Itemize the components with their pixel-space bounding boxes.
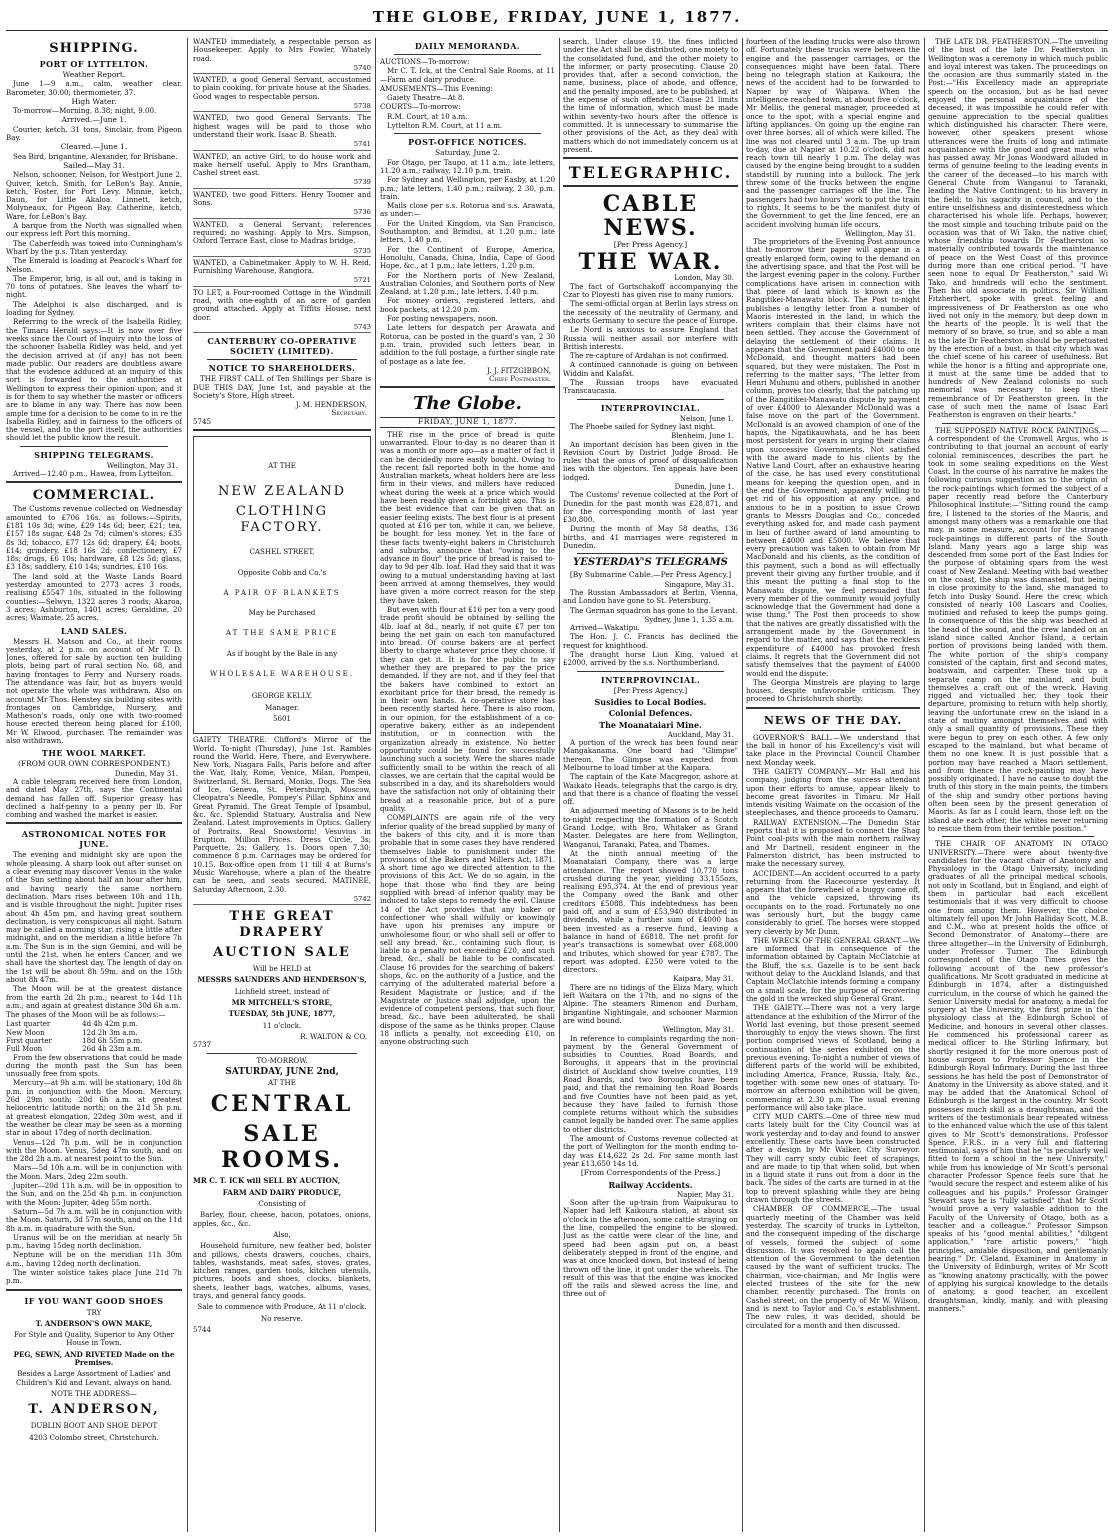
column-rule (375, 38, 376, 1532)
classified-ad (193, 289, 371, 333)
ad-text: WANTED, a good General Servant, accustomed to plain cooking, for private house at the Shades. Good wages to respectable person. (193, 75, 371, 101)
shoe-ad-heading: IF YOU WANT GOOD SHOES (24, 1295, 164, 1306)
moan-para: An adjourned meeting of Masons is to be held to-night respecting the formation of a Scotch Grand Lodge, with Bro. Whitaker as Grand Master. Delegates are here from Wellington, Wanganui, Taranaki, Patea, and Thames. (563, 806, 738, 849)
astro-para: Venus—12d 7h p.m. will be in conjunction with the Moon. Venus, 5deg 47m south, and on the 28d 2h a.m. at nearest point to the Sun. (6, 1137, 182, 1164)
shipping-heading: SHIPPING. (49, 41, 139, 56)
column-4 (563, 38, 738, 1532)
notice-text: THE FIRST CALL of Ten Shillings per Share is DUE THIS DAY, June 1st, and payable at the Society's Store, High street. (193, 374, 371, 400)
central-title: CENTRAL (210, 1091, 354, 1118)
arrived-heading: Arrived.—June 1. (61, 115, 127, 125)
divider (746, 707, 920, 711)
ad-number: 5743 (353, 322, 371, 331)
post-line: For the Continent of Europe, America, Honolulu, Canada, China, India, Cape of Good Hope, &c., at 1 p.m.; late letters, 1.20 p.m. (380, 244, 555, 271)
astro-para: Neptune will be on the meridian 11h 30m a.m., having 12deg north declination. (6, 1250, 182, 1268)
interprovincial-heading: INTERPROVINCIAL. (600, 674, 701, 685)
salerooms-title: SALE ROOMS. (221, 1121, 343, 1174)
dateline: Blenheim, June 1. (671, 432, 734, 441)
ad-number: 5742 (353, 894, 371, 903)
shipping-para: The Adelphoi is also discharged, and is loading for Sydney. (6, 299, 182, 318)
wellington-para: The amount of Customs revenue collected at the port of Wellington for the month ending to-day was £14,622 2s 2d. For same month last year £13,650 14s 1d. (563, 1134, 738, 1168)
ad-number: 5741 (353, 140, 371, 149)
shipping-para: A barque from the North was signalled when our express left Port this morning. (6, 221, 182, 239)
war-para: The re-capture of Ardahan is not confirmed. (570, 351, 729, 361)
divider (6, 822, 182, 826)
ad-line: CASHEL STREET, (249, 547, 315, 557)
divider (380, 386, 555, 390)
coop-heading: CANTERBURY CO-OPERATIVE SOCIETY (LIMITED). (207, 336, 357, 357)
ad-number: 5738 (353, 102, 371, 111)
post-signature: J. J. FITZGIBBON, (487, 365, 551, 375)
wool-subheading: (FROM OUR OWN CORRESPONDENT.) (17, 759, 171, 769)
war-para: The Russian troops have evacuated Transcaucasia. (563, 378, 738, 396)
memo-line: AUCTIONS—To-morrow: (380, 57, 470, 66)
news-item: RAILWAY EXTENSION.—The Dunedin Star reports that it is proposed to connect the Shag Point coal-pits with the main northern railway and Mr Dartnell, resident engineer in the Palmerston district, has been instructed to make the necessary survey. (746, 817, 920, 869)
astro-para: Mercury—at 9h a.m. will be stationary; 10d 8h p.m. in conjunction with the Moon. Mercury, 26d 29m south; 20d 6h a.m. at greatest heliocentric latitude north; on the 21d 5h p.m. at greatest elongation, 22deg 30m west, and if the weather be clear may be seen as a morning star in about 17deg of north declination. (6, 1078, 182, 1138)
ad-text: WANTED, two good General Servants. The highest wages will be paid to those who understand their work. Isaac B. Sheath. (193, 113, 371, 139)
ad-number: 5745 (193, 416, 212, 426)
divider (6, 1289, 182, 1293)
correspondents-subheading: [From Correspondents of the Press.] (580, 1168, 721, 1178)
defences-heading: Colonial Defences. (608, 708, 693, 719)
cleared-heading: Cleared.—June 1. (60, 142, 128, 152)
gaiety-ad (193, 736, 371, 905)
post-office-heading: POST-OFFICE NOTICES. (408, 137, 527, 148)
news-item: THE LATE DR. FEATHERSTON.—The unveiling of the bust of the late Dr. Featherston in Wellington was a ceremony in which much public and loyal interest was taken. The proceedings on the occasion are thus summarily stated in the Post:—"His Excellency made an appropriate speech on the occasion, but as he had never enjoyed the personal acquaintance of the deceased, it was impossible he could refer with genuine appreciation to the special qualities which distinguished his character. There were, however, other speakers present whose utterances were the fruits of long and intimate acquaintance with the good and great man who has passed away. Mr Jonas Woodward alluded in terms of genuine feeling to the leading events in the career of the deceased—to his march with General Chute from Wanganui to Taranaki, leading the Native Contingent; to his bravery in the field; to his sagacity in council, and to the entire unselfishness and disinterestedness which characterised his whole life. Perhaps, however, the most simple and touching tribute paid on the occasion was that of Wi Tako, the native chief, whose friendship towards Dr Featherston so materially contributed towards the maintenance of peace on the West Coast of this province during more than one critical period. "I have seen none to equal Dr Featherston," said Wi Tako, and hundreds will echo the sentiment. Then his old associate in politics, Sir William Fitzherbert, spoke with great feeling and impressiveness of Dr Featherston as one who lived not only in the memory, but deep down in the hearts of the people. It is well that the memory of so brave, so true, and so able a man as the late Dr Featherston should be perpetuated by the erection of a bust, in that city which was the chief scene of his career of usefulness. But while the honor is a fitting and appropriate one, it must at the same time be added that to hundreds of New Zealand colonists no such memorial was necessary to keep their remembrance of Dr Featherston green. In the case of such men the name of Isaac Earl Featherston is engraven on their hearts." (928, 38, 1108, 420)
news-of-day-heading: NEWS OF THE DAY. (763, 713, 903, 727)
classified-ad (193, 153, 371, 189)
ad-text: MR C. T. ICK will SELL BY AUCTION, (193, 1176, 341, 1186)
news-item: THE WRECK OF THE GENERAL GRANT.—We are informed that in consequence of the information obtained by Captain McClatchie at the Bluff, the s.s. Gazelle is to be sent back without delay to the Auckland Islands, and that Captain McClatchie intends forming a company on a small scale, for the purpose of recovering the gold in the wrecked ship General Grant. (746, 935, 920, 1003)
divider (577, 399, 724, 400)
astro-para: The evening and midnight sky are upon the whole pleasing. A sharp look out after sunset on a clear evening may discover Venus in the wake of the Sun setting about half an hour after him, and having nearly the same northern declination. Mars rises between 10h and 11h, and is visible throughout the night. Jupiter rises about 4h 45m pm, and having great southern declination, is very conspicuous all night. Saturn may be called a morning star, rising a little after midnight, and on the meridian a little before 7h a.m. The Sun is in the sign Gemini, and will be until the 21st, when he enters Cancer, and we shall have the shortest day. The length of day on the 1st will be about 8h 59m, and on the 15th about 8h 47m. (6, 850, 182, 984)
post-line: Mails close per s.s. Rotorua and s.s. Arawata, as under:— (380, 201, 555, 219)
ad-line: Opposite Cobb and Co.'s (237, 567, 327, 577)
ad-line: A PAIR OF BLANKETS (223, 587, 341, 597)
war-para: The semi-official organ at Berlin lays stress on the necessity of the neutrality of Germany, and exhorts Germany to secure the peace of Europe. (563, 299, 738, 325)
table-row (6, 1020, 182, 1028)
post-line: For Sydney and Wellington, per Easby, at 1.20 p.m.; late letters, 1.40 p.m.; railway, 2 30, p.m. train. (380, 175, 555, 201)
notice-heading: NOTICE TO SHAREHOLDERS. (208, 363, 356, 374)
ad-line: FARM AND DAIRY PRODUCE, (222, 1187, 342, 1197)
divider (563, 185, 738, 189)
astro-para: The Moon will be at the greatest distance from the earth 2d 2h p.m.; nearest to 14d 11h a.m.; and again at greatest distance 30d 6h a.m. (6, 984, 182, 1010)
ad-title: NEW ZEALAND (217, 484, 347, 500)
post-line: For the United Kingdom, via San Francisco, Southampton, and Brindisi, at 1.20 p.m.; late letters, 1.40 p.m. (380, 218, 555, 245)
shoe-ad-note: NOTE THE ADDRESS— (50, 1388, 138, 1398)
ad-line: AT THE SAME PRICE (225, 628, 339, 638)
divider (193, 429, 371, 433)
memo-line: Gaiety Theatre—At 8. (387, 93, 465, 103)
inter-para: The Customs' revenue collected at the Port of Dunedin for the past month was £28,871, and for the corresponding month of last year £30,800. (563, 490, 738, 525)
inter-para: An important decision has been given in the Revision Court by District Judge Broad. He rules that the onus of proof of disqualification lies with the objectors. Ten appeals have been lodged. (563, 439, 738, 482)
divider (942, 836, 1094, 837)
ad-number: 5737 (193, 1040, 212, 1050)
classified-ad (193, 221, 371, 257)
weather-text: June 1—9 a.m., calm, weather clear. Barometer, 30.00; thermometer, 37. (6, 79, 182, 97)
dateline: London, May 30. (674, 274, 734, 283)
ad-text: TO LET, a Four-roomed Cottage in the Windmill road, with one-eighth of an acre of garden ground attached. Apply at Tiffits House, next door. (193, 287, 371, 322)
war-heading: THE WAR. (578, 249, 723, 276)
classified-ad (193, 38, 371, 74)
yesterday-heading: YESTERDAY'S TELEGRAMS (573, 557, 728, 569)
moan-para: The captain of the Kate Macgregor, ashore at Waikato Heads, telegraphs that the cargo is dry, and that there is a chance of floating the vessel off. (563, 772, 738, 807)
post-line: For money orders, registered letters, and book packets, at 12.20 p.m. (380, 296, 555, 314)
phase-time: 12d 2h 3m a.m. (82, 1028, 138, 1037)
port-heading: PORT OF LYTTELTON. (39, 59, 149, 69)
ad-text: WANTED, an active Girl, to do house work and make herself useful. Apply to Mrs Grantham, Cashel street east. (193, 151, 371, 178)
shoe-ad-name: T. ANDERSON'S OWN MAKE, (35, 1318, 153, 1328)
memo-line: Mr C. T. Ick, at the Central Sale Rooms, at 11—Farm and dairy produce. (380, 66, 555, 84)
astro-para: From the few observations that could be made during the month past the Sun has been unusually free from spots. (6, 1052, 182, 1079)
divider (394, 133, 541, 134)
phase-name: Full Moon (6, 1045, 43, 1054)
inter-para: The Phoebe sailed for Sydney last night. (570, 421, 716, 431)
ad-line: MR MITCHELL'S STORE, (231, 998, 333, 1008)
ad-line: May be Purchased (248, 608, 316, 618)
astro-para: Mars—5d 10h a.m. will be in conjunction with the Moon. Mars, 2deg 22m south. (6, 1163, 182, 1181)
yesterday-para: The Hon. J. C. Francis has declined the request for knighthood. (563, 632, 738, 650)
shoe-ad-line: PEG, SEWN, AND RIVETED Made on the Premises. (13, 1349, 175, 1368)
war-para: The fact of Gortschakoff accompanying the Czar to Ployesti has given rise to many rumors. (563, 281, 738, 300)
divider (760, 730, 906, 731)
interprovincial-subheading: [Per Press Agency.] (613, 685, 688, 695)
kaipara-para: There are no tidings of the Eliza Mary, which left Waitara on the 17th, and no signs of the Alpine. The steamers Rimenon and Durham, brigantine Nightingale, and schooner Marmion are wind bound. (563, 982, 738, 1025)
ad-line: Lichfield street, instead of (234, 986, 330, 996)
divider (577, 671, 724, 672)
column-rule (559, 38, 560, 1532)
column-1 (6, 38, 182, 1532)
column-rule (187, 38, 188, 1532)
astro-heading: ASTRONOMICAL NOTES FOR JUNE. (21, 829, 167, 850)
shoe-ad-big: T. ANDERSON, (28, 1402, 160, 1418)
shipping-para: The Caberfeidh was towed into Cunningham's Wharf by the p.s. Titan yesterday. (6, 238, 182, 256)
dateline: Dunedin, May 31. (114, 769, 178, 778)
post-line: For posting newspapers, noon. (387, 314, 498, 324)
railway-heading: Railway Accidents. (608, 1179, 693, 1190)
phase-name: First quarter (6, 1036, 52, 1045)
news-item: THE SUPPOSED NATIVE ROCK PAINTINGS.—A correspondent of the Cromwell Argus, who is contributing to that journal an account of early colonial reminiscences, describes the part he took in some sealing expeditions on the West Coast. In the course of his narrative he makes the following curious suggestion as to the origin of the rock-paintings which formed the subject of a paper recently read before the Canterbury Philosophical Institute:—"Sitting round the camp fire, I listened to the stories of the Maoris, and amongst many others was a remarkable one that may, in some measure, account for the strange rock-paintings in different parts of the South Island. Many years ago a large ship was descended from some port of the East Indies for the purpose of obtaining spars from the west coast of New Zealand. Meeting with bad weather on the coast, the ship was dismasted, but being in close proximity to the land, she managed to fetch into Dusky Sound. Here the crew, which consisted of nearly 100 Lascars and Coolies, mutinied and refused to keep the pumps going. In consequence of this the ship was beached at the head of the sound, and the crew landed on an island since called Anchor Island, a certain portion of provisions being landed with them. The white portion of the ship's company consisted of the captain, first and second mates, boatswain, and carpenter. These took up a separate camp on the mainland, and built themselves a craft out of the wreck. Having rigged and victualled her, they took their departure, promising to return with help shortly, leaving the unfortunate crew on the island in a state of mutiny amongst themselves and with only a small quantity of provisions. These they were begun to prey on each other. A few only escaped to the mainland, but what became of them no one knew. It is just possible that a portion may have reached a Maori settlement, and from thence the rock-painting may have possibly originated. I have no cause to doubt the truth of this story in the main points, the timbers of the ship and sundry other portions having often been seen by the present generation of Maoris. As far as I could learn, those left on the island ate each other, the whites never returning to rescue them from their terrible position." (928, 425, 1108, 833)
ad-line: Consisting of (258, 1199, 306, 1209)
phase-time: 26d 4h 23m a.m. (82, 1045, 143, 1054)
classified-ad (193, 191, 371, 219)
ad-line: Sale to commence with Produce, At 11 o'clock. (197, 1302, 367, 1312)
shoe-ad-address: DUBLIN BOOT AND SHOE DEPOT (30, 1421, 158, 1431)
shoe-ad-line: Besides a Large Assortment of Ladies' and Children's Kid and Levant, always on hand. (15, 1369, 173, 1387)
leader-para: THE rise in the price of bread is quite unwarranted. Flour to-day is no dearer than it was a month or more ago—as a matter of fact it can be decidedly more easily bought. Owing to the recent fall reported both in the home and Australian markets, wheat holders here are less firm in their views, and millers have reduced wheat during the week at a price which would have been readily given a fortnight ago. This is the best evidence that can be given that an easier feeling exists. The best flour is at present quoted at £16 per ton, while it can, we believe, be bought for less money. Yet in the face of these facts twenty-eight bakers in Christchurch and suburbs, announce that "owing to the advance in flour" the price of bread is raised to-day to 9d per 4lb. loaf. Had they said that it was owing to a mutual understanding having at last been arrived at among themselves, they would have given a more correct reason for the step they have taken. (380, 429, 555, 605)
memo-line: Lyttelton R.M. Court, at 11 a.m. (387, 121, 503, 131)
phases-heading: The phases of the Moon will be as follows:— (6, 1010, 166, 1020)
table-row (6, 1037, 182, 1045)
classified-ad (193, 114, 371, 150)
high-water-heading: High Water. (71, 96, 117, 106)
divider (942, 423, 1094, 424)
astro-para: The winter solstice takes place June 21d 7h p.m. (6, 1268, 182, 1286)
news-item: THE GAIETY.—There was not a very large attendance at the exhibition of the Mirror of the World last evening, but those present seemed thoroughly to enjoy the views shown. The first portion comprised views of Scotland, being a continuation of the series exhibited on the previous evening. To-night a number of views of different parts of the world will be exhibited, including America, France, Russia, Italy, &c., together with some new ones of statuary. To-morrow an afternoon exhibition will be given, commencing at 2.30 p.m. The usual evening performance will also take place. (746, 1003, 920, 1112)
minstrels-para: The Georgia Minstrels are playing to large houses, despite unfavorable criticism. They proceed to Christchurch shortly. (746, 677, 920, 704)
ad-text: WANTED, a General Servant; references required; no washing. Apply to Mrs. Simpson, Oxford Terrace East, close to Madras bridge. (193, 219, 371, 246)
ad-line: MESSRS SAUNDERS AND HENDERSON'S, (197, 975, 367, 985)
globe-title: The Globe. (413, 393, 522, 415)
yesterday-para: The German squadron has gone to the Levant. (570, 605, 738, 615)
globe-date: FRIDAY, JUNE 1, 1877. (380, 417, 555, 427)
moon-phases-table (6, 1020, 182, 1053)
news-item: THE CHAIR OF ANATOMY IN OTAGO UNIVERSITY.—There were about twenty-five candidates for the vacant chair of Anatomy and Physiology in the Otago University, including graduates of all the principal medical schools, not only in Scotland, but in England, and eight of them in particular had each excellent testimonials that it was very difficult to choose one from among them. However, the choice ultimately fell upon Mr John Halliday Scott, M.B. and C.M., who at present holds the office of Second Demonstrator of Anatomy—there are three altogether—in the University of Edinburgh, under Professor Turner. The Edinburgh correspondent of the Otago Times gives the following account of the new professor's qualifications. Mr Scott graduated in medicine at Edinburgh in 1874, after a distinguished curriculum, in the course of which he gained the Senior University medal for anatomy, a medal for surgery at the University, the first prize in the physiology class at the Edinburgh School of Medicine, and honours in several other classes. He commenced his professional career as medical officer to the Stirling Infirmary, but shortly resigned it for the more onerous post of house surgeon to Professor Spence in the Edinburgh Royal Infirmary. During the last three sessions he has held the post of Demonstrator of Anatomy in the University as above stated, and it may be added that the Anatomical School of Edinburgh is the largest in the country. Mr Scott possesses much skill as a draughtsman, and the writers of the testimonials bear repeated witness to the enhanced value which the use of this talent gives to Mr Scott's demonstrations. Professor Spence, F.R.S., in a very full and flattering testimonial, says of him that he "is peculiarly well fitted to form a school in the new University," while from his knowledge of Mr Scott's personal character Professor Spence feels sure that he "would secure the respect and esteem alike of his colleagues and his pupils." Professor Grainger Stewart says he is "fully satisfied" that Mr Scott "would prove a very valuable addition to the Faculty of the University of Otago, both as a teacher and a colleague." Professor Simpson speaks of his "good mental abilities," "diligent application," "rare artistic powers," "high principles, amiable disposition, and gentlemanly bearing." Dr. Cleland, Examiner in Anatomy in the University of Edinburgh, writes of Mr Scott as "knowing anatomy practically, with the power of applying his surgical knowledge to the details of anatomy, a good teacher, an excellent draughtsman, kindly, manly, and with pleasing manners." (928, 839, 1108, 1313)
moan-para: At the ninth annual meeting of the Moanataiari Company, there was a large attendance. The report showed 10,770 tons crushed during the year, yielding 33,155ozs, realising £95,374. At the end of previous year the Company owed the Bank and other creditors £5088. This indebtedness has been paid off, and a sum of £53,940 distributed in dividends, while a further sum of £4000 has been invested as a reserve fund, leaving a balance in hand of £6818. The net profit for year's transactions is somewhat over £68,000 and tributes, which showed for year £787. The report was adopted. £250 were voted to the directors. (563, 848, 738, 975)
memoranda-heading: DAILY MEMORANDA. (414, 41, 521, 51)
leader-continued: search. Under clause 19, the fines inflicted under the Act shall be distributed, one moiety to the consolidated fund, and the other moiety to the informer, or party prosecuting. Clause 20 provides that, after a second conviction, the name, business, place of abode, and offence, and the penalty imposed, are to be published, at the expense of such offender. Clause 21 limits the time of information, which must be made within seventy-two hours after the offence is committed. It is unnecessary to summarise the other provisions of the Act, as they deal with matters which do not immediately concern us at present. (563, 38, 738, 154)
war-para: A continued cannonade is going on between Widdin and Kalafat. (563, 360, 738, 378)
telegrams-heading: SHIPPING TELEGRAMS. (34, 449, 154, 460)
moan-para: A portion of the wreck has been found near Mangakanama. One board had "Glimpse" thereon. The Glimpse was expected from Melbourne to load timber at the Kaipara. (563, 738, 738, 772)
divider (6, 481, 182, 485)
phase-name: New Moon (6, 1028, 45, 1037)
ad-line: Manager. (265, 702, 299, 712)
high-water-text: To-morrow—Morning, 8.38; night, 9.00. (13, 106, 157, 116)
land-sales-heading: LAND SALES. (60, 625, 128, 636)
wellington-para: The proprietors of the Evening Post announce that to-morrow their paper will appear in a greatly enlarged form, owing to the demand on the advertising space, and that the Post will be the largest evening paper in the colony. Further complications have arisen in connection with that piece of land which is known as the Rangitikei-Manawatu block. The Post to-night publishes a lengthy letter from a number of Maoris interested in the land, in which the writers complain that their claims have not been settled. They accuse the Government of delaying the settlement of their claims. It appears that the Government paid £4000 to one McDonald, and thought matters had been squared, but they were mistaken. The Post in referring to the matter says, "The letter from Henri Muhunu and others, published in another column, proves too clearly, that the patching up of the Rangitikei-Manawatu dispute by payment of over £4000 to Alexander McDonald was a false move on the part of the Government. McDonald is an avowed champion of one of the hapus, the Ngatikauwhata, and he has been most persistent for years in urging their claims upon successive Governments. Not satisfied with the award made to his clients by the Native Land Court, after an exhaustive hearing of the case, he has used every constitutional means for keeping the question open, and in the end the Government, apparently willing to get rid of his opposition at any price, and anxious to be in a position to issue Crown grants to Messrs Douglas and Co., conceded everything asked for, and made cash payment in lieu of further award of land amounting to between £4000 and £5000. We believe that every precaution was taken to obtain from Mr MacDonald and his clients, as the condition of this payment, such a bond as will effectually prevent their giving any further trouble, and if this meant the putting a final stop to the Manawatu dispute, we feel persuaded that every member of the community would joyfully acknowledge that the Government had done a wise thing." The Post then proceeds to show that the natives are greatly dissatisfied with the arrangement made by the Government in regard to the matter, and says that the reckless expenditure of £4000 has provoked fresh claims. It regrets that the Government did not satisfy themselves that the payment of £4000 would end the dispute. (746, 237, 920, 678)
ad-line: WHOLESALE WAREHOUSE. (209, 669, 355, 679)
column-3 (380, 38, 555, 1532)
table-row (6, 1029, 182, 1037)
dateline: Nelson, June 1. (679, 414, 734, 423)
wellington-para: In reference to complaints regarding the non-payment by the General Government of subsidies to Counties, Road Boards, and Boroughs, it appears that in the provincial district of Auckland show twelve counties, 119 Road Boards, and two Boroughs have been paid, and that the remaining ten Road Boards and five Counties have not been paid as yet, because they have failed to furnish those complete returns without which the subsidies cannot legally be handed over. The same applies to other districts. (563, 1033, 738, 1134)
leader-para: COMPLAINTS are again rife of the very inferior quality of the bread supplied by many of the bakers of this city, and it is more than probable that in some cases they have rendered themselves liable to punishment under the provisions of the Bakers and Millers Act, 1871. A short time ago we directed attention to the provisions of this Act. We do so again, in the hope that those who find they are being supplied with bread of inferior quality may be induced to take steps to remedy the evil. Clause 14 of the Act provides that any baker or confectioner who shall wilfully or knowingly have upon his premises any impure or unwholesome flour, or who shall sell or offer to sell any bread, &c., containing such flour, is liable to a penalty not exceeding £20, and such bread, &c., shall be liable to be confiscated. Clause 16 provides for the searching of bakers' shops, &c. on the authority of a Justice, and the carrying of the adulterated material before a Resident Magistrate or Justice; and if the Magistrate or Justice shall adjudge, upon the evidence of competent persons, that such flour, bread, &c., have been adulterated, he shall dispose of the same as he thinks proper. Clause 18 inflicts a penalty, not exceeding £10, on anyone obstructing such (380, 813, 555, 1047)
inter-para: During the month of May 58 deaths, 136 births, and 41 marriages were registered in Dunedin. (563, 524, 738, 551)
dateline: Napier, May 31. (677, 1190, 734, 1199)
ad-number: 5721 (353, 276, 371, 285)
dateline: Wellington, May 31. (662, 1026, 734, 1035)
yesterday-subheading: [By Submarine Cable.—Per Press Agency.] (569, 570, 732, 580)
ad-text: WANTED, two good Fitters. Henry Toomer and Sons. (193, 189, 371, 208)
yesterday-para: The draught horse Lion King, valued at £2000, arrived by the s.s. Northumberland. (563, 650, 738, 668)
railway-continued: fourteen of the leading trucks were also thrown off. Fortunately these trucks were between the engine and the passenger carriages, or the consequences might have been fatal. There being no telegraph station at Kaikoura, the news of the accident had to be forwarded to Napier by way of Waipawa. When the intelligence reached town, at about five o'clock, Mr Mellis, the general manager, proceeded at once to the spot, with a special engine and lifting appliances. On going up the engine ran over three horses, all of which were killed. The line was not cleared until 3 a.m. The up train to-day, due at Napier at 10.22 o'clock, did not reach town till nearly 1 p.m. The delay was caused by the engine being brought to a sudden standstill by running into a bullock. The jerk threw some of the trucks between the engine and the passenger carriages off the line. The passengers had two hours' work to put the train to rights. It seems to be the manifest duty of the Government to get the line fenced, ere an accident involving human life occurs. (746, 38, 920, 229)
notice-signature-title: Secretary. (331, 408, 367, 418)
ad-title: CLOTHING FACTORY. (235, 504, 329, 536)
masthead: THE GLOBE, FRIDAY, JUNE 1, 1877. (372, 8, 742, 26)
dateline: Singapore, May 31. (664, 580, 734, 589)
ad-number: 5736 (353, 208, 371, 217)
ad-text: WANTED, a Cabinetmaker. Apply to W. H. Reid, Furnishing Warehouse, Rangiora. (193, 257, 371, 276)
news-item: CITY MUD CARTS.—One of three new mud carts lately built for the City Council was at work yesterday and to-day and found to answer excellently. These carts have been constructed after a design by Mr Walker, City Surveyor. They will carry sixty cubic feet of scrapings, and are made to tip that when solid, but when in a liquid state it runs out from a door in the back. The sides of the carts are turned in at the top to prevent splashing while they are being drawn through the streets. (746, 1112, 920, 1205)
news-item: GOVERNOR'S BALL.—We understand that the ball in honor of his Excellency's visit will take place in the Provincial Council Chamber next Monday week. (746, 732, 920, 767)
dateline: Wellington, May 31. (106, 461, 178, 470)
shoe-ad-try: TRY (86, 1307, 102, 1317)
masthead-rule (6, 30, 1108, 31)
leader-para: But even with flour at £16 per ton a very good trade profit should be obtained by selling the 4lb. loaf at 8d., nearly, if not quite £7 per ton being the net gain on each ton manufactured into bread. Of course bakers are at perfect liberty to charge whatever price they choose, if they can get it. It is for the public to say whether they are prepared to pay the price demanded. If they are not, and if they feel that the bakers have combined to extort an exorbitant price for their bread, the remedy is in their own hands. A co-operative store has been recently started here. There is also room, in our opinion, for the establishment of a co-operative bakery, either as an independent institution, or in connection with the organization already in existence. No better opportunity could be found for successfully launching such a society. Were the shares made sufficiently small to be within the reach of all classes, we are certain that the capital would be subscribed in a day, and its shareholders would have the satisfaction not only of obtaining their bread at a reasonable price, but of a pure quality. (380, 604, 555, 814)
phase-name: Last quarter (6, 1020, 51, 1029)
commercial-heading: COMMERCIAL. (32, 488, 156, 504)
classified-ad (193, 76, 371, 112)
wool-text: A cable telegram received here from London, and dated May 27th, says the Continental demand has fallen off. Superior greasy has declined a half-penny to a penny per lb. For combing and washed the market is easier. (6, 776, 182, 820)
commercial-para: The Customs revenue collected on Wednesday amounted to £706 16s. as follows:—Spirits, £181 10s 3d; wine, £29 14s 6d; beer, £21; tea, £157 18s sugar, £48 2s 7d; cilmen's stores; £35 8s 3d; tobacco, £77 12s 6d; drapery, £4; boots, £14; grindery, £18 16s 2d; confectionery, £7 18s; drugs, £6 10s; hardware, £8 12s 5d; glass, £3 18s; saddlery, £10 14s; sundries, £10 16s. (6, 504, 182, 572)
news-item: CHAMBER OF COMMERCE.—The usual quarterly meeting of the Chamber was held yesterday. The scarcity of trucks in Lyttelton, and the consequent impeding of the discharge of vessels, formed the subject of some discussion. It was resolved to again call the attention of the Government to the detention caused by the want of sufficient trucks. The chairman, vice-chairman, and Mr Inglis were elected trustees of the site for the new chamber, recently purchased. The fronts on Cashel street, on the property of Mr W. Wilson, and is next to Taylor and Co.'s establishment. The new rules, it was decided, should be circulated for a month and then discussed. (746, 1204, 920, 1330)
ad-text: Household furniture, new feather bed, bolster and pillows, chests drawers, couches, chairs, tables, washstands, meat safes, stoves, grates, kitchen ranges, garden tools, kitchen utensils, pictures, boots and shoes, clocks, blankets, sheets, leather bags, watches, albums, vases, trays, and general fancy goods. (193, 1241, 371, 1301)
drapery-title: AUCTION SALE (213, 945, 351, 961)
ad-number: 5740 (353, 63, 371, 72)
commercial-para: The land sold at the Waste Lands Board yesterday amounted to 2773 acres 3 roods, realising £5547 10s, situated in the following counties:—Selwyn, 1322 acres 3 roods; Akaroa, 3 acres; Ashburton, 1401 acres; Geraldine, 20 acres; Waimate, 25 acres. (6, 571, 182, 623)
cable-news-heading: CABLE NEWS. (602, 191, 699, 242)
ad-line: TO-MORROW. (256, 1055, 308, 1065)
classified-ad (193, 259, 371, 287)
ad-text: GAIETY THEATRE. Clifford's Mirror of the World. To-night (Thursday), June 1st. Rambles round the World. Here, There, and Everywhere. New York, Niagara Falls, Paris before and after the War, Italy, Rome, Venice, Milan, Pompeii, Switzerland, St. Bernard, Monks, Dogs. The Sea of Ice, Geneva, St. Petersburgh, Moscow, Cleopatra's Needle, Pompey's Pillar, Sphinx and Great Pyramid. The Great Temple of Ipsambul, &c. &c. Splendid Statuary, Australia and New Zealand. Latest improvements in Optics. Gallery of Portraits. Real Snowstorm! Vesuvius in Eruption. Million Prices. Dress Circle, 3s; Parquette, 2s; Gallery, 1s. Doors open 7.30; commence 8 p.m. Carriages may be ordered for 10.15. Box-office open from 11 till 4 at Burns's Music Warehouse, where a plan of the theatre can be seen, and seats secured. MATINEE, Saturday Afternoon, 2.30. (193, 735, 371, 894)
ad-number: 5744 (193, 1324, 212, 1334)
shipping-para: The Emperor, brig, is all out, and is taking in 70 tons of potatoes. She leaves the wharf to-night. (6, 273, 182, 300)
news-item: ACCIDENT.—An accident occurred to a party returning from the Racecourse yesterday. It appears that the forewheel of a buggy came off, and the vehicle capsized, throwing its occupants on to the road. Fortunately no one was seriously hurt, but the buggy came considerably to grief. The horses were stopped very cleverly by Mr Dunn. (746, 868, 920, 936)
news-item: THE GAIETY COMPANY.—Mr Hall and his company, judging from the success attendant upon their efforts to amuse, appear likely to become great favorites in Timaru. Mr Hall intends visiting Waimate on the occasion of the steeplechases, and thence proceeds to Oamaru. (746, 766, 920, 818)
divider (563, 157, 738, 161)
ad-line: Will be HELD at (252, 964, 312, 974)
war-para: Le Nord is anxious to assure England that Russia will neither assail nor interfere with British interests. (563, 325, 738, 351)
post-line: For the Northern ports of New Zealand, Australian Colonies, and Southern ports of New Zealand, at 1.20 p.m.; late letters, 1.40 p.m. (380, 270, 555, 297)
yesterday-para: The Russian Ambassadors at Berlin, Vienna, and London have gone to St. Petersburg. (563, 587, 738, 606)
subsidies-heading: Susidies to Local Bodies. (594, 696, 707, 707)
memo-line: AMUSEMENTS—This Evening: (380, 83, 493, 93)
memo-line: R.M. Court, at 10 a.m. (387, 111, 468, 121)
clothing-factory-ad (193, 436, 371, 734)
column-6 (928, 38, 1108, 1532)
wool-heading: THE WOOL MARKET. (41, 748, 147, 759)
ad-line: AT THE (268, 460, 296, 470)
ad-line: As if bought by the Bale in any (226, 648, 338, 658)
sailed-text: Nelson, schooner, Nelson, for Westport June 2. Quiver, ketch, Smith, for LeBon's Bay. Annie, ketch, Foster, for Port Levy. Minnie, ketch, Daun, for Little Akaloa. Linnett, ketch, Molyneaux, for Pigeon Bay. Catherine, ketch, Ware, for LeBon's Bay. (6, 170, 182, 221)
post-date: Saturday, June 2. (435, 148, 500, 158)
interprovincial-heading: INTERPROVINCIAL. (600, 402, 701, 413)
post-signature-title: Chief Postmaster. (489, 374, 551, 384)
land-sales-text: Messrs H. Matson and Co., at their rooms yesterday, at 2 p.m. on account of Mr T. D. Jones, offered for sale by auction ten building plots, being part of rural section No. 68, and having frontages to Ferry and Nursery roads. The attendance was fair, but as buyers would not operate the whole was withdrawn. Also on account Mr Thos. Henstey six building sites with frontages on Cambridge, Nursery, and Matheson's roads, only one with two-roomed house erected thereon being placed for £100, Mr W. Elwood, purchaser. The remainder was also withdrawn. (6, 636, 182, 746)
ad-line: SATURDAY, JUNE 2nd, (225, 1066, 339, 1077)
ad-line: Also, (273, 1229, 291, 1239)
telegraphic-heading: TELEGRAPHIC. (568, 163, 733, 183)
ad-line: TUESDAY, 5th JUNE, 1877, (228, 1009, 336, 1019)
ad-number: 5601 (272, 713, 292, 723)
shoe-ad-line: For Style and Quality, Superior to Any Other House in Town. (14, 1330, 174, 1348)
post-line: For Otago, per Taupo, at 11 a.m.; late letters, 11.20 a.m.; railway, 12.10 p.m. train. (380, 157, 555, 175)
ad-number: 5735 (353, 246, 371, 255)
dateline: Kaipara, May 31. (673, 975, 734, 984)
sailed-heading: Sailed—May 31. (63, 160, 125, 170)
shoe-ad-address: 4203 Colombo street, Christchurch. (29, 1432, 159, 1442)
arrived-text: Courier, ketch, 31 tons, Sinclair, from Pigeon Bay. (6, 124, 182, 143)
astro-para: Jupiter—20d 11h a.m. will be in opposition to the Sun, and on the 25d 4h p.m. in conjunction with the Moon: Jupiter, 4deg 55m north. (6, 1181, 182, 1207)
ad-signature: R. WALTON & CO. (300, 1031, 367, 1041)
weather-heading: Weather Report. (62, 70, 126, 79)
dateline: Wellington, May 31. (844, 229, 916, 238)
post-line: Late letters for despatch per Arawata and Rotorua, can be posted in the guard's van, 2 30 p.m. train, provided such letters bear, in addition to the full postage, a further single rate of postage as a late fee. (380, 323, 555, 366)
telegram-text: Arrived—12.40 p.m., Hawea, from Lyttelton. (13, 469, 174, 479)
dateline: Dunedin, June 1. (674, 482, 734, 491)
notice-signature: J. M. HENDERSON, (295, 400, 367, 410)
dateline: Auckland, May 31. (667, 730, 734, 739)
shipping-para: The Emerald is loading at Peacock's Wharf for Nelson. (6, 256, 182, 274)
cleared-text: Sea Bird, brigantine, Alexander, for Brisbane. (13, 151, 178, 161)
divider (394, 54, 541, 55)
cable-subheading: [Per Press Agency.] (613, 240, 688, 250)
column-2 (193, 38, 371, 1532)
railway-para: Soon after the up-train from Waipukurau to Napier had left Kaikoura station, at about six o'clock in the afternoon, some cattle straying on the line, compelled the engine to be slowed. Just as the cattle were clear of the line, and speed had been again put on, a beast deliberately stepped in front of the engine, and was at once knocked down, but instead of being thrown off the line, it got under the wheels. The result of this was that the engine was knocked off the rails and slewed across the line, and three out of (563, 1198, 738, 1299)
ad-text: Barley, flour, cheese, bacon, potatoes, onions, apples, &c., &c. (193, 1210, 371, 1228)
column-rule (742, 38, 743, 1532)
ad-line: GEORGE KELLY, (251, 691, 313, 701)
yesterday-para: Arrived—Wakatipu. (570, 623, 640, 633)
astro-para: Uranus will be on the meridian at nearly 5h p.m., having 15deg north declination. (6, 1232, 182, 1251)
ad-text: WANTED immediately, a respectable person as Housekeeper. Apply to Mrs Fowler, Whately road. (193, 38, 371, 63)
memo-line: COURTS—To-morrow: (380, 102, 461, 112)
phase-time: 18d 6h 55m p.m. (82, 1036, 143, 1045)
column-5 (746, 38, 920, 1532)
divider (207, 1053, 357, 1054)
phase-time: 4d 4h 42m p.m. (82, 1020, 138, 1029)
ad-line: No reserve. (260, 1313, 303, 1323)
drapery-title: THE GREAT DRAPERY (229, 909, 335, 941)
dateline: Sydney, June 1, 1.35 a.m. (644, 615, 734, 624)
divider (20, 446, 168, 447)
divider (577, 553, 724, 554)
ad-number: 5739 (353, 178, 371, 187)
astro-para: Saturn—5d 7h a.m. will be in conjunction with the Moon. Saturn, 3d 57m south, and on the 11d 8h a.m. in quadrature with the Sun. (6, 1206, 182, 1233)
divider (207, 359, 357, 360)
ad-line: 11 o'clock. (262, 1020, 302, 1030)
shipping-para: Referring to the wreck of the Isabella Ridley, the Timaru Herald says:—It is now over five weeks since the Court of Inquiry into the loss of the schooner Isabella Ridley was held, and yet the decision arrived at (if any) has not been made public. Our readers are doubtless aware that the evidence adduced at an inquiry of this sort is forwarded to the authorities at Wellington to express their opinion upon; and it is for them to say whether the master or officers are to blame in any way. There has now been ample time for a decision to be come to in re the Isabella Ridley, and in fairness to the officers of the vessel, and to the port itself, the authorities should let the public know the result. (6, 317, 182, 443)
column-rule (924, 38, 925, 1532)
ad-line: AT THE (268, 1078, 296, 1088)
moanataiari-heading: The Moanataiari Mine. (599, 719, 702, 730)
